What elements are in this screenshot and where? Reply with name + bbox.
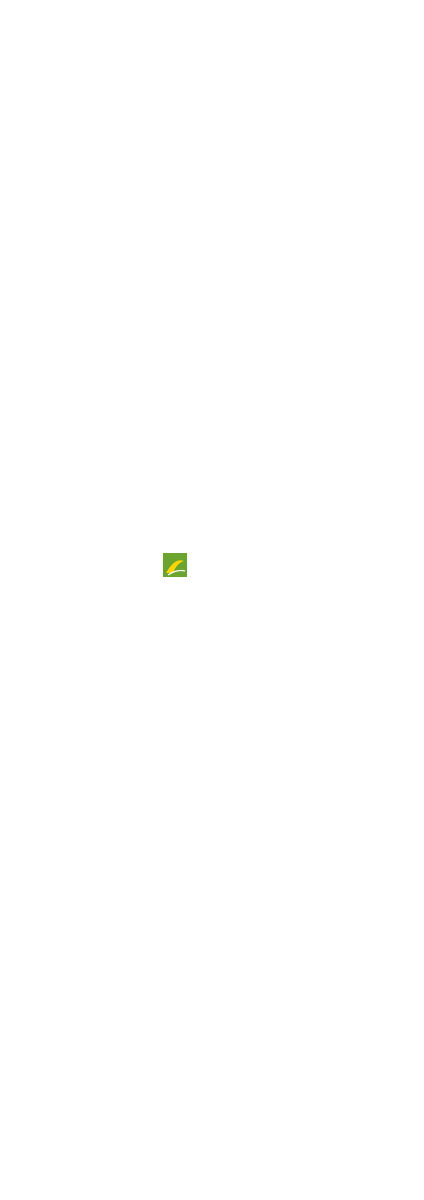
drinks-lower [226, 876, 396, 890]
starters-menu [33, 865, 203, 877]
drinks-menu [226, 641, 396, 669]
gansl-menu [44, 641, 228, 643]
frutura-logo [163, 551, 269, 581]
